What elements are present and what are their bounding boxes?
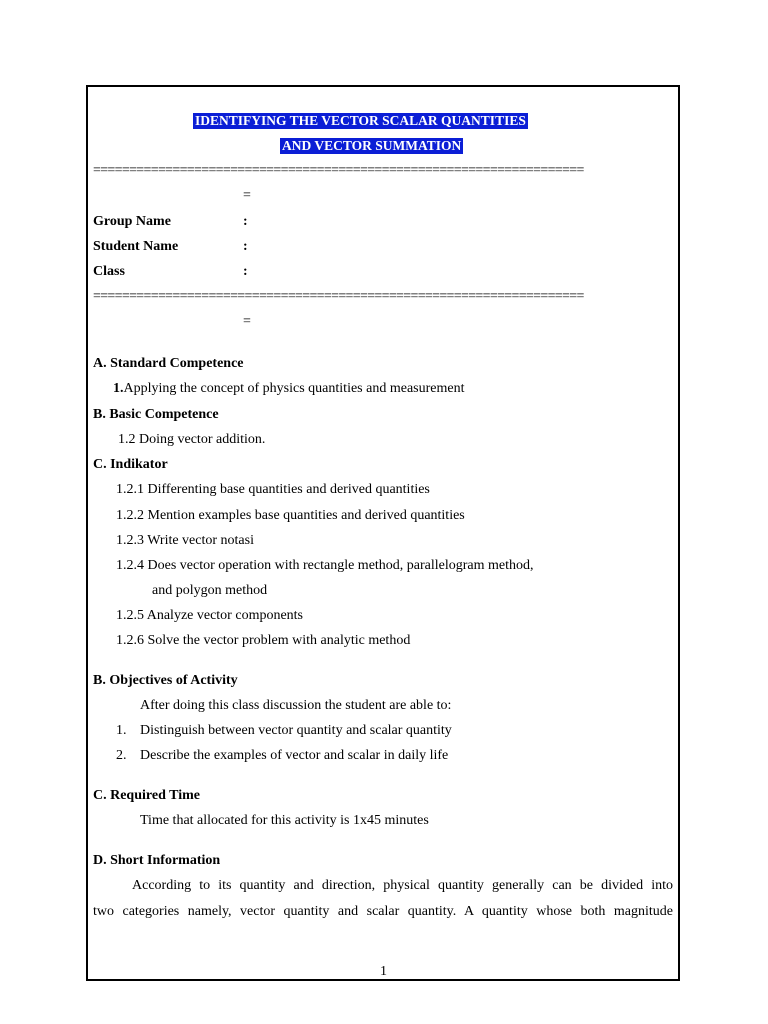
class-label: Class	[93, 264, 125, 279]
objectives-item-text: Distinguish between vector quantity and scalar quantity	[140, 723, 452, 738]
short-information-heading: D. Short Information	[93, 853, 221, 868]
objectives-item-text: Describe the examples of vector and scalar in daily life	[140, 748, 449, 763]
indikator-item: 1.2.1 Differenting base quantities and derived quantities	[116, 482, 430, 497]
student-name-label: Student Name	[93, 239, 179, 254]
title-line-2: AND VECTOR SUMMATION	[282, 138, 462, 153]
required-time-heading: C. Required Time	[93, 788, 200, 803]
group-name-colon: :	[243, 214, 248, 229]
separator-top-tail: =	[243, 188, 251, 203]
indikator-heading: C. Indikator	[93, 457, 168, 472]
objectives-intro: After doing this class discussion the student are able to:	[140, 698, 452, 713]
separator-top: ====================================================================	[93, 163, 584, 178]
separator-bottom: ====================================================================	[93, 289, 584, 304]
group-name-label: Group Name	[93, 214, 171, 229]
standard-competence-item	[113, 381, 464, 397]
short-information-paragraph-line-1: According to its quantity and direction, physical quantity generally can be divided into	[132, 878, 673, 893]
indikator-item: 1.2.4 Does vector operation with rectangle method, parallelogram method,	[116, 558, 534, 573]
separator-bottom-tail: =	[243, 314, 251, 329]
objectives-item-number: 2.	[116, 748, 127, 763]
standard-competence-item-text: Applying the concept of physics quantities and measurement	[123, 381, 465, 396]
required-time-text: Time that allocated for this activity is 1x45 minutes	[140, 813, 429, 828]
standard-competence-item-number: 1.	[113, 381, 124, 396]
title-line-1: IDENTIFYING THE VECTOR SCALAR QUANTITIES	[195, 113, 526, 128]
page-number: 1	[380, 964, 387, 979]
standard-competence-heading: A. Standard Competence	[93, 356, 244, 371]
basic-competence-heading: B. Basic Competence	[93, 407, 219, 422]
objectives-heading: B. Objectives of Activity	[93, 673, 238, 688]
class-colon: :	[243, 264, 248, 279]
short-information-paragraph-line-2: two categories namely, vector quantity and scalar quantity. A quantity whose both magnitude	[93, 904, 673, 919]
indikator-item-continuation: and polygon method	[152, 583, 268, 598]
objectives-item-number: 1.	[116, 723, 127, 738]
indikator-item: 1.2.2 Mention examples base quantities and derived quantities	[116, 508, 465, 523]
indikator-item: 1.2.3 Write vector notasi	[116, 533, 254, 548]
student-name-colon: :	[243, 239, 248, 254]
indikator-item: 1.2.6 Solve the vector problem with analytic method	[116, 633, 411, 648]
indikator-item: 1.2.5 Analyze vector components	[116, 608, 304, 623]
basic-competence-item: 1.2 Doing vector addition.	[118, 432, 266, 447]
